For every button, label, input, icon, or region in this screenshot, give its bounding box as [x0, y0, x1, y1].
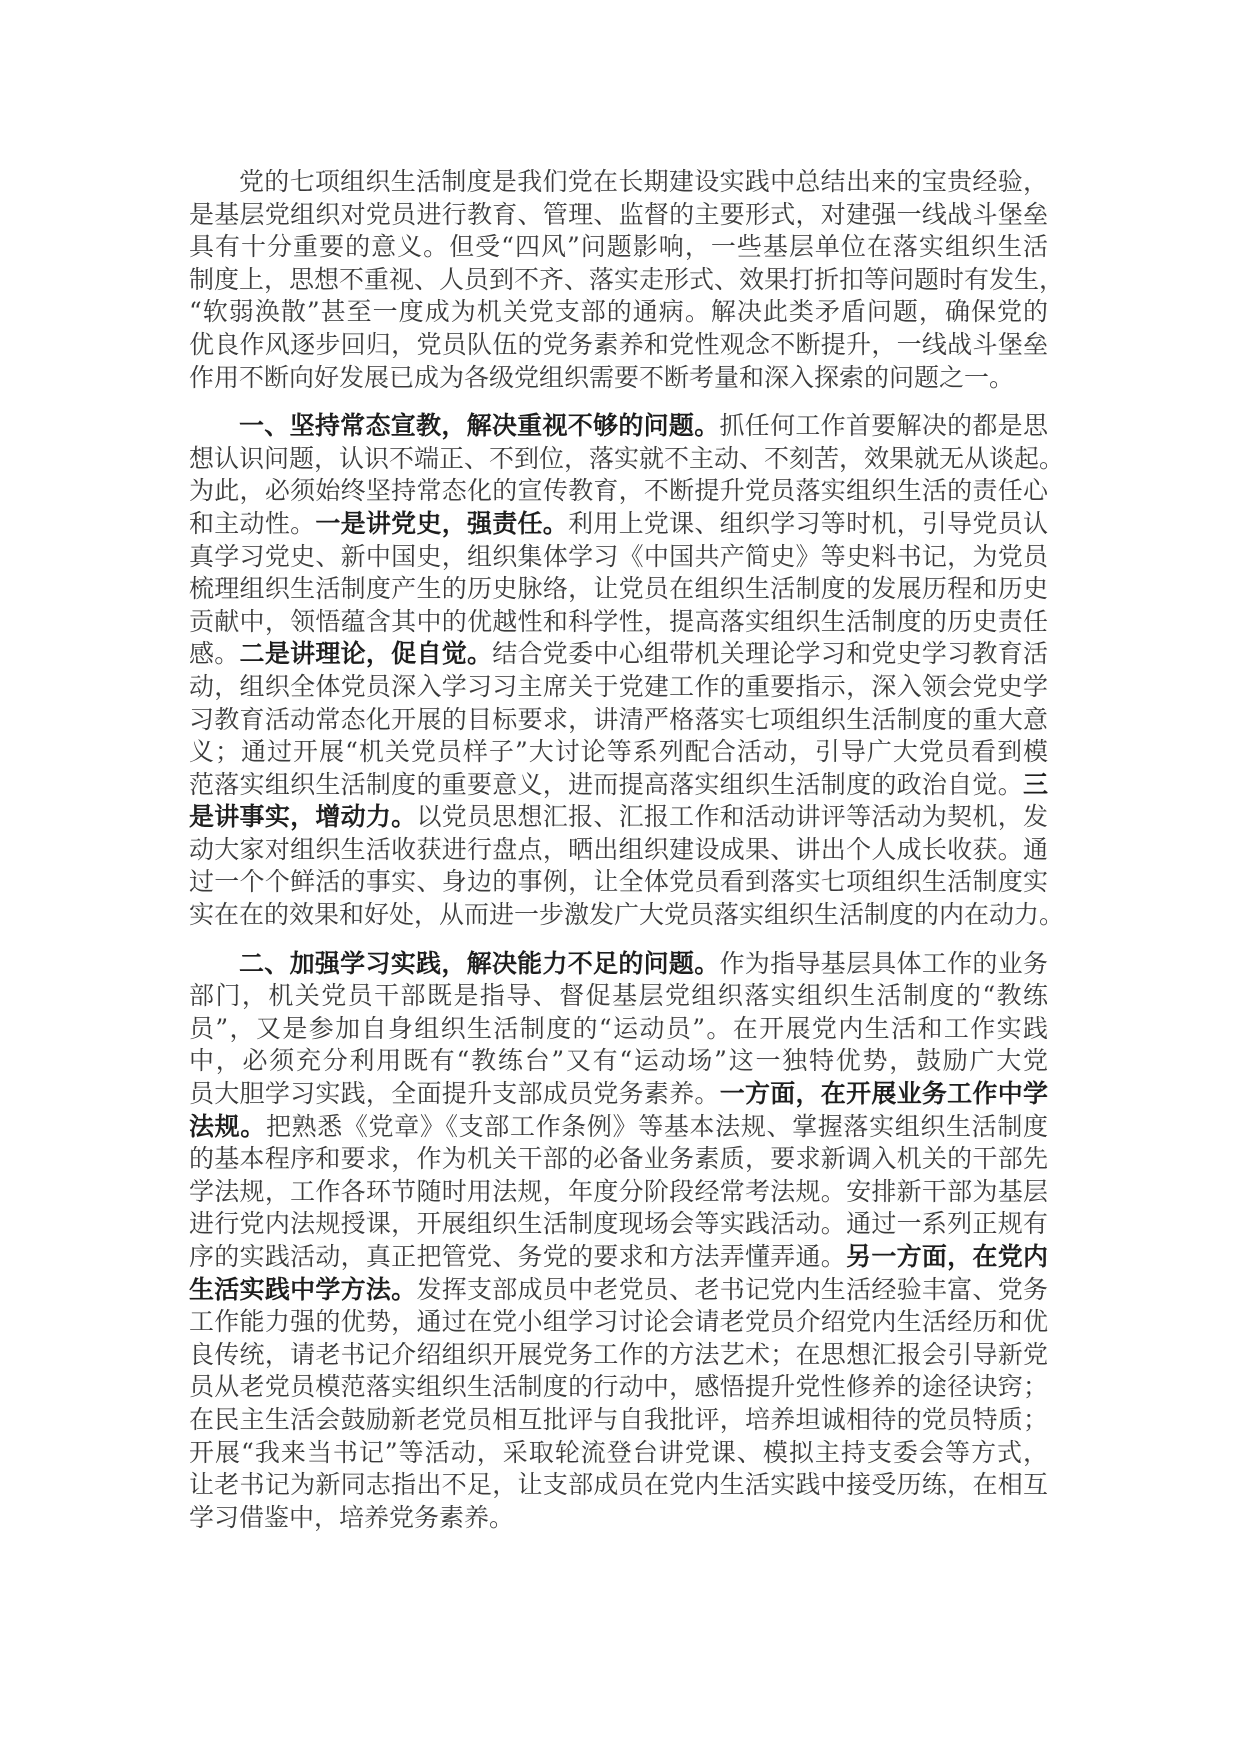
text-line [189, 1274, 1048, 1307]
text-line [189, 541, 1048, 574]
body-text: 部门，机关党员干部既是指导、督促基层党组织落实组织生活制度的“教练 [189, 981, 1048, 1011]
text-line [189, 980, 1048, 1013]
text-line [189, 606, 1048, 639]
text-line [189, 769, 1048, 802]
text-line [189, 834, 1048, 867]
body-text: 习教育活动常态化开展的目标要求，讲清严格落实七项组织生活制度的重大意 [189, 704, 1048, 734]
text-line [189, 948, 1048, 981]
text-line [189, 410, 1048, 443]
body-text: 在民主生活会鼓励新老党员相互批评与自我批评，培养坦诚相待的党员特质； [189, 1404, 1048, 1434]
bold-heading-text: 三 [1022, 769, 1048, 799]
text-line [189, 264, 1065, 297]
text-line [189, 899, 1065, 932]
body-text: 抓任何工作首要解决的都是思 [719, 411, 1048, 441]
text-line [189, 1404, 1048, 1437]
text-line [189, 671, 1048, 704]
bold-heading-text: 一是讲党史，强责任。 [315, 508, 569, 538]
bold-heading-text: 二、加强学习实践，解决能力不足的问题。 [239, 948, 720, 978]
body-text: 把熟悉《党章》《支部工作条例》等基本法规、掌握落实组织生活制度 [265, 1111, 1048, 1141]
body-text: 范落实组织生活制度的重要意义，进而提高落实组织生活制度的政治自觉。 [189, 769, 1023, 799]
text-line [189, 638, 1048, 671]
body-text: 结合党委中心组带机关理论学习和党史学习教育活 [492, 639, 1048, 669]
text-line [189, 296, 1048, 329]
body-text: “软弱涣散”甚至一度成为机关党支部的通病。解决此类矛盾问题，确保党的 [189, 297, 1048, 327]
body-text: 和主动性。 [189, 508, 316, 538]
text-line [189, 1143, 1048, 1176]
body-text: 制度上，思想不重视、人员到不齐、落实走形式、效果打折扣等问题时有发生， [189, 264, 1065, 294]
text-line [189, 1045, 1048, 1078]
paragraph [189, 166, 1065, 394]
text-line [189, 1437, 1048, 1470]
text-line [189, 1502, 1048, 1535]
bold-heading-text: 二是讲理论，促自觉。 [239, 639, 493, 669]
bold-heading-text: 生活实践中学方法。 [189, 1274, 417, 1304]
text-line [189, 443, 1065, 476]
body-text: 梳理组织生活制度产生的历史脉络，让党员在组织生活制度的发展历程和历史 [189, 574, 1048, 604]
body-text: 中，必须充分利用既有“教练台”又有“运动场”这一独特优势，鼓励广大党 [189, 1046, 1048, 1076]
body-text: 想认识问题，认识不端正、不到位，落实就不主动、不刻苦，效果就无从谈起。 [189, 443, 1065, 473]
bold-heading-text: 是讲事实，增动力。 [189, 802, 417, 832]
body-text: 学习借鉴中，培养党务素养。 [189, 1502, 515, 1532]
text-line [189, 1176, 1048, 1209]
document-body [189, 166, 1065, 1550]
text-line [189, 199, 1048, 232]
text-line [189, 1208, 1048, 1241]
body-text: 发挥支部成员中老党员、老书记党内生活经验丰富、党务 [416, 1274, 1048, 1304]
paragraph [189, 410, 1065, 932]
text-line [189, 1241, 1048, 1274]
bold-heading-text: 一方面，在开展业务工作中学 [719, 1079, 1048, 1109]
text-line [189, 1078, 1048, 1111]
text-line [189, 475, 1048, 508]
text-line [189, 801, 1048, 834]
body-text: 员从老党员模范落实组织生活制度的行动中，感悟提升党性修养的途径诀窍； [189, 1372, 1048, 1402]
body-text: 的基本程序和要求，作为机关干部的必备业务素质，要求新调入机关的干部先 [189, 1144, 1048, 1174]
text-line [189, 1306, 1048, 1339]
body-text: 义；通过开展“机关党员样子”大讨论等系列配合活动，引导广大党员看到模 [189, 737, 1048, 767]
text-line [189, 1111, 1048, 1144]
text-line [189, 1013, 1048, 1046]
body-text: 员”，又是参加自身组织生活制度的“运动员”。在开展党内生活和工作实践 [189, 1013, 1048, 1043]
body-text: 党的七项组织生活制度是我们党在长期建设实践中总结出来的宝贵经验， [239, 167, 1048, 196]
body-text: 为此，必须始终坚持常态化的宣传教育，不断提升党员落实组织生活的责任心 [189, 476, 1048, 506]
body-text: 开展“我来当书记”等活动，采取轮流登台讲党课、模拟主持支委会等方式， [189, 1437, 1048, 1467]
text-line [189, 329, 1048, 362]
bold-heading-text: 一、坚持常态宣教，解决重视不够的问题。 [239, 411, 720, 441]
body-text: 是基层党组织对党员进行教育、管理、监督的主要形式，对建强一线战斗堡垒 [189, 199, 1048, 229]
body-text: 真学习党史、新中国史，组织集体学习《中国共产简史》等史料书记，为党员 [189, 541, 1048, 571]
body-text: 动，组织全体党员深入学习习主席关于党建工作的重要指示，深入领会党史学 [189, 671, 1048, 701]
body-text: 进行党内法规授课，开展组织生活制度现场会等实践活动。通过一系列正规有 [189, 1209, 1048, 1239]
body-text: 序的实践活动，真正把管党、务党的要求和方法弄懂弄通。 [189, 1242, 847, 1271]
body-text: 过一个个鲜活的事实、身边的事例，让全体党员看到落实七项组织生活制度实 [189, 867, 1048, 897]
body-text: 作用不断向好发展已成为各级党组织需要不断考量和深入探索的问题之一。 [189, 362, 1015, 392]
body-text: 作为指导基层具体工作的业务 [719, 948, 1048, 978]
body-text: 员大胆学习实践，全面提升支部成员党务素养。 [189, 1079, 720, 1109]
text-line [189, 166, 1048, 199]
bold-heading-text: 法规。 [189, 1111, 266, 1141]
text-line [189, 866, 1048, 899]
body-text: 良传统，请老书记介绍组织开展党务工作的方法艺术；在思想汇报会引导新党 [189, 1339, 1048, 1369]
body-text: 贡献中，领悟蕴含其中的优越性和科学性，提高落实组织生活制度的历史责任 [189, 606, 1048, 636]
text-line [189, 362, 1048, 395]
body-text: 优良作风逐步回归，党员队伍的党务素养和党性观念不断提升，一线战斗堡垒 [189, 329, 1048, 359]
text-line [189, 1371, 1048, 1404]
body-text: 学法规，工作各环节随时用法规，年度分阶段经常考法规。安排新干部为基层 [189, 1176, 1048, 1206]
body-text: 感。 [189, 639, 240, 669]
body-text: 以党员思想汇报、汇报工作和活动讲评等活动为契机，发 [416, 802, 1048, 832]
text-line [189, 1339, 1048, 1372]
body-text: 具有十分重要的意义。但受“四风”问题影响，一些基层单位在落实组织生活 [189, 232, 1048, 262]
text-line [189, 231, 1048, 264]
body-text: 利用上党课、组织学习等时机，引导党员认 [568, 508, 1048, 538]
paragraph [189, 948, 1048, 1535]
body-text: 工作能力强的优势，通过在党小组学习讨论会请老党员介绍党内生活经历和优 [189, 1307, 1048, 1337]
text-line [189, 508, 1048, 541]
text-line [189, 1469, 1048, 1502]
body-text: 让老书记为新同志指出不足，让支部成员在党内生活实践中接受历练，在相互 [189, 1470, 1048, 1500]
bold-heading-text: 另一方面，在党内 [846, 1242, 1048, 1271]
text-line [189, 736, 1048, 769]
text-line [189, 704, 1048, 737]
body-text: 动大家对组织生活收获进行盘点，晒出组织建设成果、讲出个人成长收获。通 [189, 834, 1048, 864]
text-line [189, 573, 1048, 606]
body-text: 实在在的效果和好处，从而进一步激发广大党员落实组织生活制度的内在动力。 [189, 900, 1065, 930]
